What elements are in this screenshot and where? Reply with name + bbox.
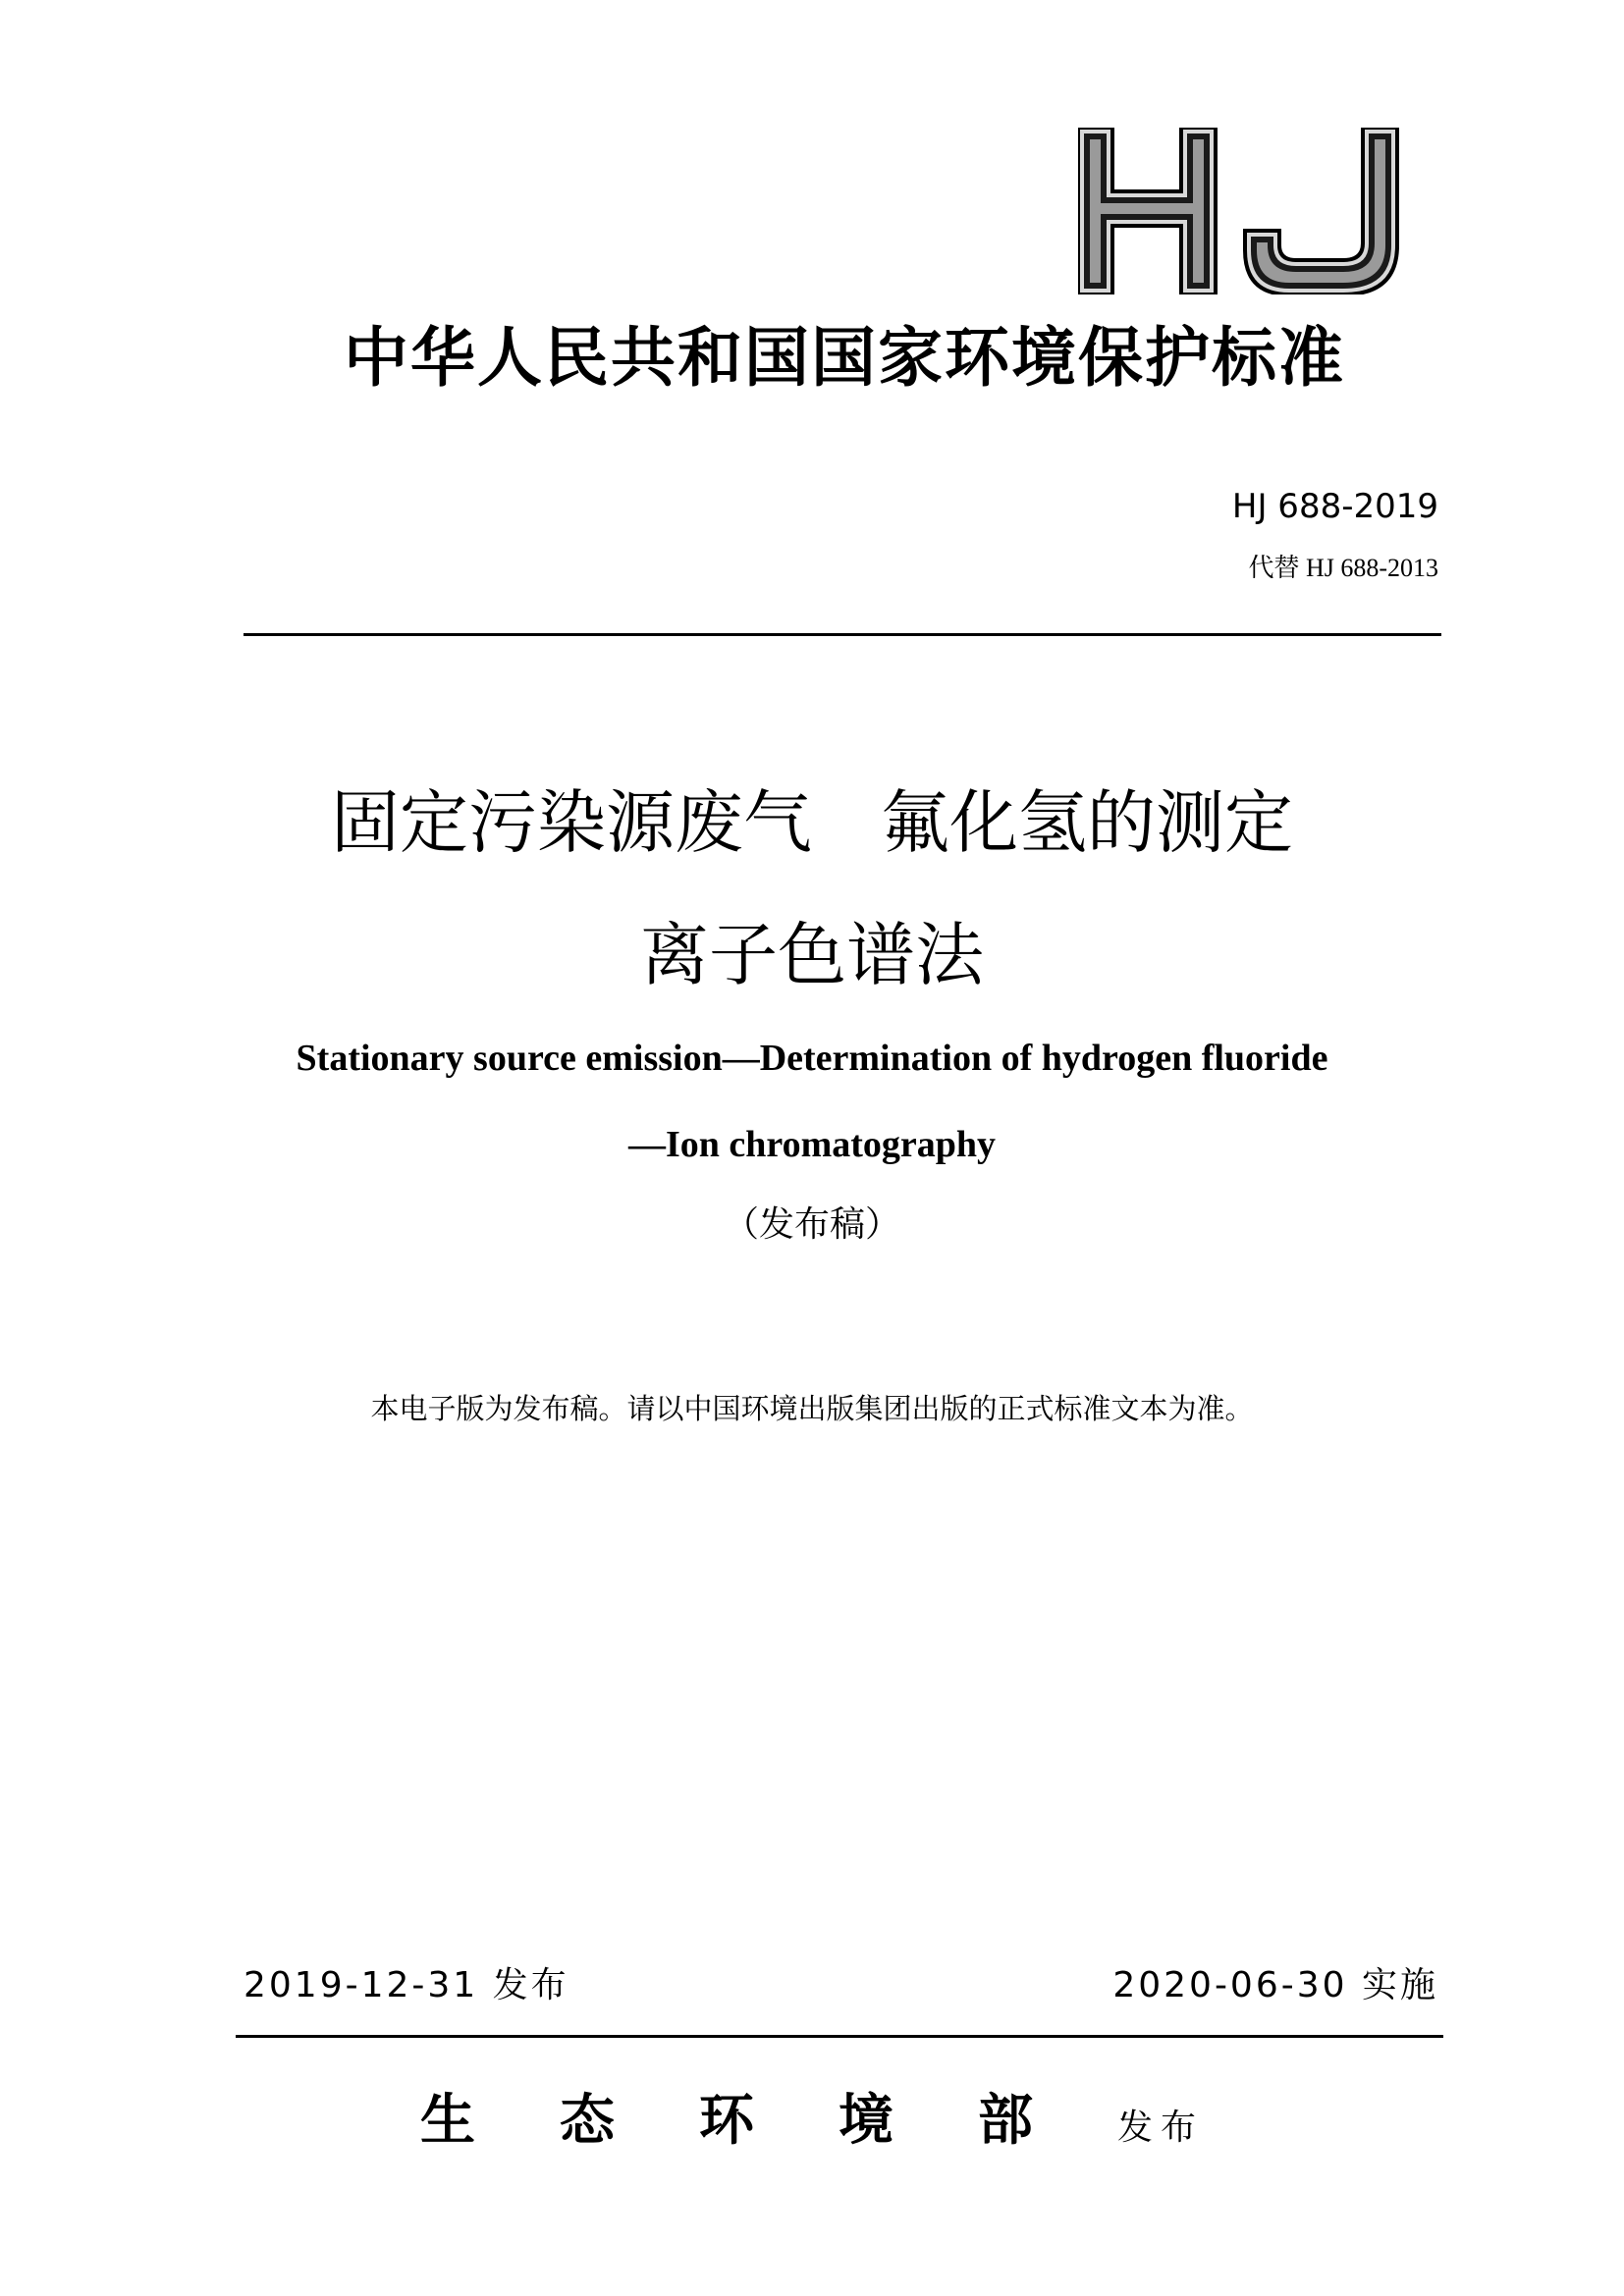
hj-logo [1078, 128, 1402, 294]
title-en-line1: Stationary source emission—Determination of hydrogen fluoride [296, 1038, 1328, 1079]
issue-date: 2019-12-31 发布 [244, 1965, 569, 2005]
issuer-suffix: 发布 [1116, 2108, 1204, 2148]
issuer-line [0, 2086, 1624, 2163]
draft-label: （发布稿） [723, 1204, 900, 1245]
logo-letter-j [1245, 128, 1397, 294]
logo-letter-h [1078, 128, 1216, 294]
edition-notice: 本电子版为发布稿。请以中国环境出版集团出版的正式标准文本为准。 [370, 1392, 1254, 1425]
issuer-name: 生态环境部 [419, 2088, 1117, 2153]
standard-code: HJ 688-2019 [1231, 487, 1438, 526]
title-cn-line2: 离子色谱法 [640, 915, 984, 995]
implementation-date: 2020-06-30 实施 [1112, 1965, 1438, 2005]
header-divider [244, 633, 1441, 636]
title-en-line2: —Ion chromatography [627, 1124, 997, 1165]
national-standard-title: 中华人民共和国国家环境保护标准 [344, 320, 1345, 396]
title-cn-line1: 固定污染源废气 氟化氢的测定 [331, 782, 1293, 863]
replaces-standard: 代替 HJ 688-2013 [1248, 554, 1438, 582]
footer-divider [236, 2035, 1443, 2038]
